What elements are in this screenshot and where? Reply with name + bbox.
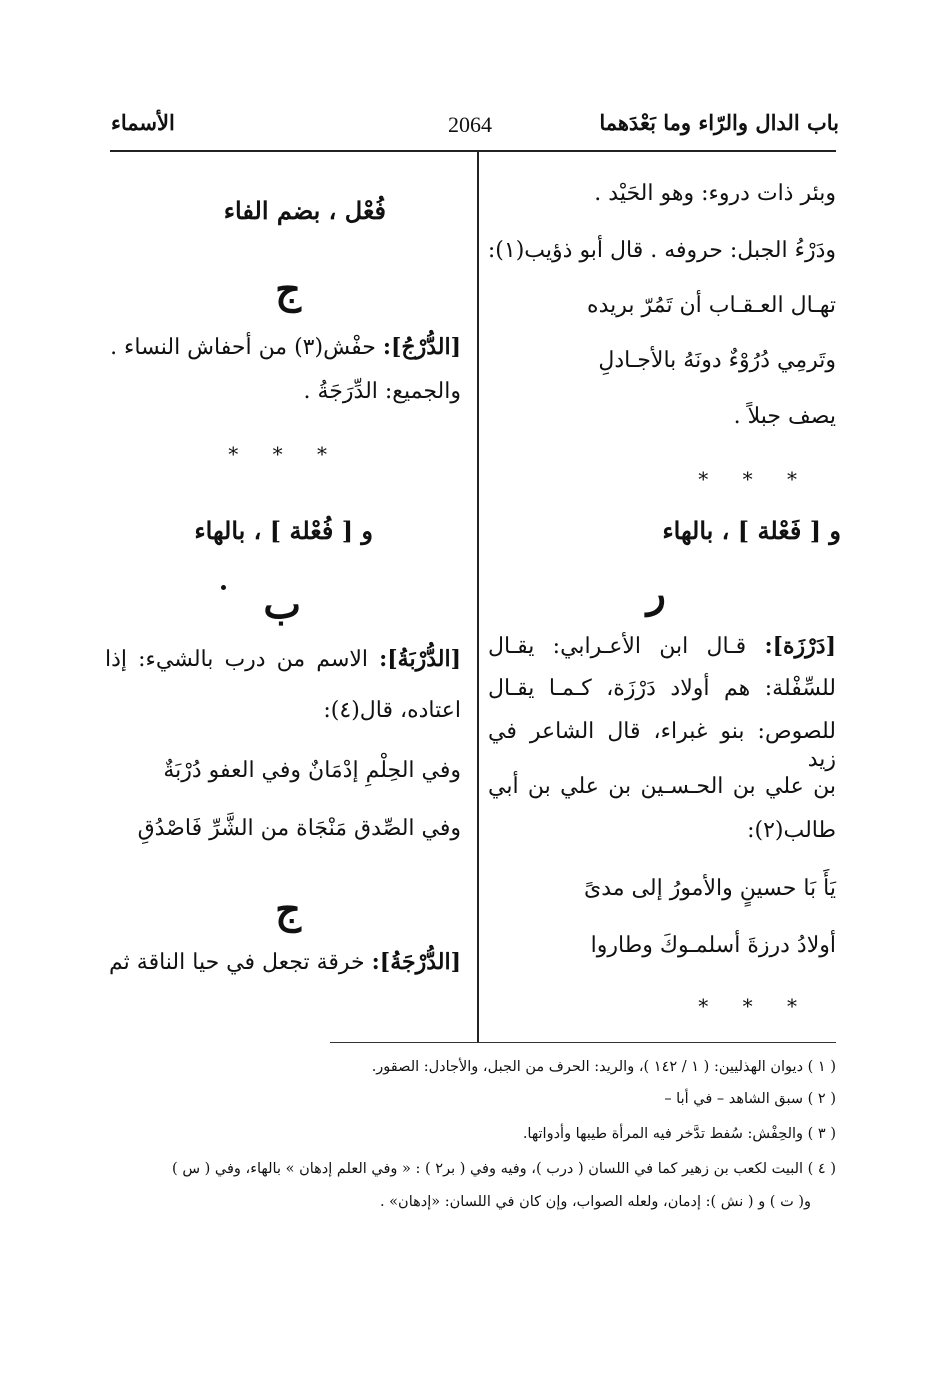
entry-line: [488, 632, 836, 661]
entry-text: حفْش(٣) من أحفاش النساء .: [110, 335, 376, 360]
entry-text: الاسم من درب بالشيء: إذا: [105, 647, 369, 672]
entry-line: [110, 333, 461, 362]
entry-line: للسِّفْلة: هم أولاد دَرْزَة، كـمـا يقـال: [488, 676, 836, 701]
entry-line: طالب(٢):: [747, 818, 836, 843]
footnote: ( ٣ ) والحِفْش: سُفط تدَّخر فيه المرأة طيبها وأدواتها.: [522, 1126, 836, 1142]
verse-line: وفي الصِّدق مَنْجَاة من الشَّرِّ فَاصْدُقِ: [137, 816, 461, 841]
entry-text: قـال ابن الأعـرابي: يقـال: [488, 634, 747, 659]
verse-line: أولادُ درزةَ أسلمـوكَ وطاروا: [590, 933, 836, 958]
chapter-title: باب الدال والرّاء وما بَعْدَهما: [599, 110, 839, 135]
column-divider: [477, 150, 479, 1042]
footnote: ( ١ ) ديوان الهذليين: ( ١ / ١٤٢ )، والريد: الحرف من الجبل، والأجادل: الصقور.: [371, 1059, 836, 1075]
section-category: الأسماء: [111, 110, 175, 135]
entry-line: للصوص: بنو غبراء، قال الشاعر في زيد: [488, 719, 836, 772]
section-separator: * * *: [698, 467, 811, 491]
entry-line: بن علي بن الحـسـين بن علي بن أبي: [488, 774, 836, 799]
section-heading: و [ فُعْلة ] ، بالهاء: [194, 516, 373, 545]
letter-heading: ر: [646, 570, 666, 617]
entry-headword: [دَرْزَة]:: [764, 633, 836, 659]
section-separator: * * *: [698, 994, 811, 1018]
text-line: ودَرْءُ الجبل: حروفه . قال أبو ذؤيب(١):: [487, 238, 836, 263]
entry-headword: [الدُّرْجُ]:: [382, 334, 461, 360]
stray-dot: [221, 585, 226, 590]
letter-heading: ج: [275, 266, 301, 313]
verse-line: وفي الحِلْمِ إدْمَانٌ وفي العفو دُرْبَةٌ: [163, 758, 461, 783]
verse-line: تهـال العـقـاب أن تَمُرّ بريده: [587, 293, 836, 318]
entry-line: [105, 645, 461, 674]
section-heading: فُعْل ، بضم الفاء: [223, 196, 386, 225]
entry-headword: [الدُّرْبَةُ]:: [379, 646, 461, 672]
section-heading: و [ فَعْلة ] ، بالهاء: [662, 516, 841, 545]
text-line: وبئر ذات دروء: وهو الحَيْد .: [594, 181, 836, 206]
entry-line: اعتاده، قال(٤):: [323, 698, 461, 723]
page-number: 2064: [448, 112, 492, 137]
footnote-rule: [330, 1042, 836, 1043]
entry-line: [109, 948, 461, 977]
verse-line: وتَرمِي دُرُوْءٌ دونَهُ بالأجـادلِ: [598, 348, 836, 373]
entry-text: خرقة تجعل في حيا الناقة ثم: [109, 950, 365, 975]
text-line: يصف جبلاً .: [733, 404, 836, 429]
footnote: ( ٢ ) سبق الشاهد – في أبا –: [664, 1091, 836, 1107]
footnote: ( ٤ ) البيت لكعب بن زهير كما في اللسان ( درب )، وفيه وفي ( بر٢ ) : « وفي العلم إدهان » بالهاء، وفي ( س ): [172, 1161, 836, 1177]
entry-line: والجميع: الدِّرَجَةُ .: [303, 379, 461, 404]
letter-heading: ب: [263, 581, 301, 628]
entry-headword: [الدُّرْجَةُ]:: [371, 949, 461, 975]
section-separator: * * *: [228, 442, 341, 466]
verse-line: يَأَ بَا حسينٍ والأمورُ إلى مدىً: [584, 876, 836, 901]
header-rule: [110, 150, 836, 152]
letter-heading: ج: [275, 886, 301, 933]
footnote: و( ت ) و ( نش ): إدمان، ولعله الصواب، وإن كان في اللسان: «إدهان» .: [379, 1194, 811, 1210]
